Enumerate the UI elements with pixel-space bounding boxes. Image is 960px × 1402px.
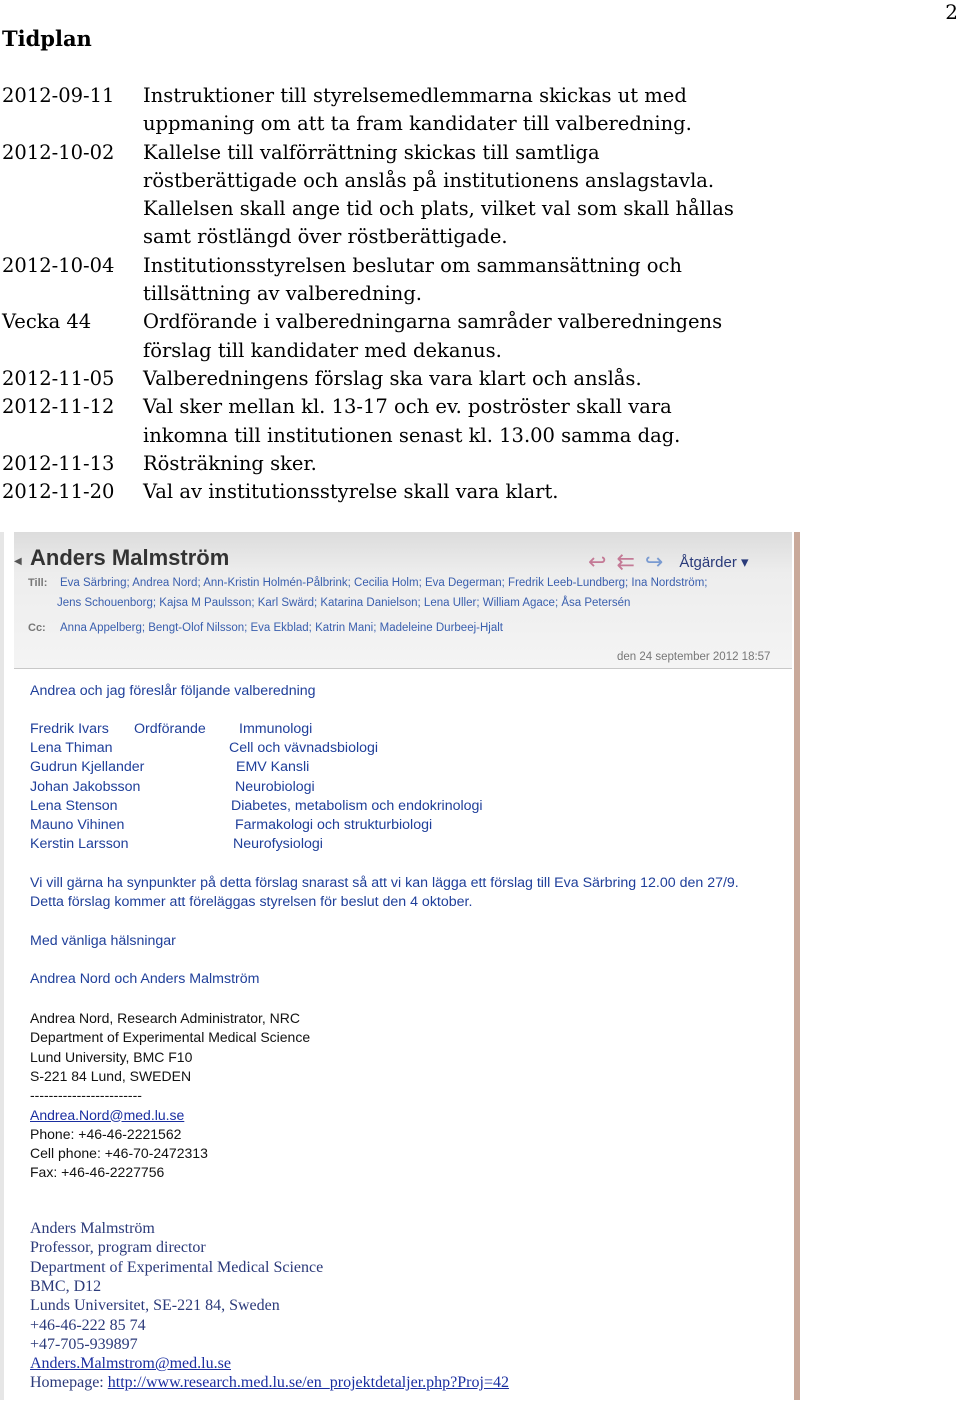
cc-recipients[interactable]: Anna Appelberg; Bengt-Olof Nilsson; Eva Ekblad; Katrin Mani; Madeleine Durbeej-Hjalt xyxy=(60,622,503,634)
member-area: Neurobiologi xyxy=(235,778,315,795)
schedule-row xyxy=(2,478,922,506)
schedule-date: 2012-11-13 xyxy=(2,451,115,475)
email-intro: Andrea och jag föreslår följande valberedning xyxy=(30,683,316,699)
email-link[interactable]: Anders.Malmstrom@med.lu.se xyxy=(30,1355,231,1373)
schedule-description: förslag till kandidater med dekanus. xyxy=(143,338,502,362)
schedule-row xyxy=(2,422,922,450)
schedule-row xyxy=(2,223,922,251)
collapse-triangle-icon[interactable]: ◀ xyxy=(14,556,22,567)
sender-name: Anders Malmström xyxy=(30,545,230,570)
email-screenshot xyxy=(0,532,800,1400)
member-area: EMV Kansli xyxy=(236,759,310,776)
schedule-row xyxy=(2,393,922,421)
signature-line: Andrea Nord, Research Administrator, NRC xyxy=(30,1010,300,1026)
actions-menu-button[interactable]: Åtgärder ▾ xyxy=(679,554,749,571)
schedule xyxy=(2,82,922,506)
schedule-date xyxy=(2,110,143,138)
schedule-date xyxy=(2,195,143,223)
signature-contact: Fax: +46-46-2227756 xyxy=(30,1164,165,1181)
schedule-date xyxy=(2,223,143,251)
signature-email xyxy=(30,1107,184,1123)
schedule-date: 2012-11-20 xyxy=(2,480,115,504)
member-name: Johan Jakobsson xyxy=(30,778,141,795)
member-area: Cell och vävnadsbiologi xyxy=(229,740,379,757)
schedule-description: Val sker mellan kl. 13-17 och ev. poströster skall vara xyxy=(143,395,672,419)
schedule-date: 2012-10-02 xyxy=(2,140,115,164)
page-title: Tidplan xyxy=(2,26,92,51)
schedule-description: uppmaning om att ta fram kandidater till valberedning. xyxy=(143,112,692,136)
schedule-description: Kallelsen skall ange tid och plats, vilket val som skall hållas xyxy=(143,197,734,221)
schedule-row xyxy=(2,280,922,308)
schedule-date: Vecka 44 xyxy=(2,310,92,334)
schedule-description: Ordförande i valberedningarna samråder valberedningens xyxy=(143,310,723,334)
window-edge xyxy=(0,532,4,1400)
signature-line: BMC, D12 xyxy=(30,1277,102,1295)
signature-line: Anders Malmström xyxy=(30,1220,155,1237)
sent-date: den 24 september 2012 18:57 xyxy=(617,651,771,663)
schedule-row xyxy=(2,110,922,138)
to-recipients-line-1[interactable]: Eva Särbring; Andrea Nord; Ann-Kristin Holmén-Pålbrink; Cecilia Holm; Eva Degerman; Fredrik Leeb-Lundberg; Ina Nordström; xyxy=(60,577,708,589)
reply-all-icon[interactable]: ⇇ xyxy=(616,549,635,574)
member-role: Ordförande xyxy=(134,721,206,737)
cc-label: Cc: xyxy=(28,622,46,634)
request-line-1: Vi vill gärna ha synpunkter på detta förslag snarast så att vi kan lägga ett förslag till Eva Särbring 12.00 den 27/9. xyxy=(30,875,739,891)
homepage xyxy=(30,1374,509,1392)
reply-icon[interactable]: ↩ xyxy=(588,549,607,574)
member-area: Farmakologi och strukturbiologi xyxy=(235,817,433,833)
signature-email xyxy=(30,1355,231,1373)
schedule-date: 2012-09-11 xyxy=(2,84,115,107)
schedule-description: Val av institutionsstyrelse skall vara klart. xyxy=(143,480,559,504)
signature-line: S-221 84 Lund, SWEDEN xyxy=(30,1067,192,1084)
schedule-row xyxy=(2,308,922,336)
member-area: Diabetes, metabolism och endokrinologi xyxy=(231,797,483,814)
schedule-date: 2012-10-04 xyxy=(2,253,115,277)
signature-line: Professor, program director xyxy=(30,1239,206,1257)
member-name: Lena Thiman xyxy=(30,740,113,757)
schedule-date xyxy=(2,337,143,365)
background-strip xyxy=(794,532,800,1400)
schedule-description: inkomna till institutionen senast kl. 13.00 samma dag. xyxy=(143,423,681,447)
signature-line: Lund University, BMC F10 xyxy=(30,1048,193,1065)
to-label: Till: xyxy=(28,577,48,589)
homepage-label: Homepage: xyxy=(30,1374,108,1392)
schedule-date xyxy=(2,422,143,450)
member-name: Kerstin Larsson xyxy=(30,836,129,853)
to-recipients-line-2[interactable]: Jens Schouenborg; Kajsa M Paulsson; Karl Swärd; Katarina Danielson; Lena Uller; William Agace; Åsa Petersén xyxy=(57,597,631,609)
schedule-row xyxy=(2,252,922,280)
signature-contact: Phone: +46-46-2221562 xyxy=(30,1125,182,1142)
signature-line: Department of Experimental Medical Science xyxy=(30,1029,311,1046)
signature-line: Lunds Universitet, SE-221 84, Sweden xyxy=(30,1297,280,1315)
signature-line: Department of Experimental Medical Science xyxy=(30,1258,324,1276)
signature-contact: Cell phone: +46-70-2472313 xyxy=(30,1145,208,1162)
member-name: Mauno Vihinen xyxy=(30,817,125,833)
member-area: Immunologi xyxy=(239,721,313,737)
schedule-date: 2012-11-12 xyxy=(2,395,115,419)
email-toolbar xyxy=(588,549,749,575)
schedule-date xyxy=(2,280,143,308)
schedule-row xyxy=(2,365,922,393)
schedule-description: samt röstlängd över röstberättigade. xyxy=(143,225,508,249)
schedule-row xyxy=(2,139,922,167)
greeting: Med vänliga hälsningar xyxy=(30,933,176,949)
signature-line: +46-46-222 85 74 xyxy=(30,1316,146,1334)
schedule-description: Institutionsstyrelsen beslutar om sammansättning och xyxy=(143,253,682,277)
schedule-description: Instruktioner till styrelsemedlemmarna skickas ut med xyxy=(143,84,687,107)
email-link[interactable]: Andrea.Nord@med.lu.se xyxy=(30,1106,185,1123)
schedule-row xyxy=(2,167,922,195)
signature-line: +47-705-939897 xyxy=(30,1335,138,1353)
schedule-row xyxy=(2,82,922,110)
member-name: Gudrun Kjellander xyxy=(30,759,145,776)
schedule-description: Rösträkning sker. xyxy=(143,451,317,475)
schedule-date: 2012-11-05 xyxy=(2,366,115,390)
request-line-2: Detta förslag kommer att föreläggas styrelsen för beslut den 4 oktober. xyxy=(30,894,473,910)
member-name: Lena Stenson xyxy=(30,797,118,814)
signers: Andrea Nord och Anders Malmström xyxy=(30,971,260,987)
schedule-description: röstberättigade och anslås på institutionens anslagstavla. xyxy=(143,168,715,192)
schedule-date xyxy=(2,167,143,195)
schedule-row xyxy=(2,195,922,223)
schedule-row xyxy=(2,450,922,478)
page-number: 2 xyxy=(945,0,958,24)
forward-icon[interactable]: ↪ xyxy=(644,549,664,574)
schedule-description: Kallelse till valförrättning skickas till samtliga xyxy=(143,140,600,164)
member-area: Neurofysiologi xyxy=(233,836,323,853)
schedule-description: Valberedningens förslag ska vara klart och anslås. xyxy=(143,366,642,390)
member-name: Fredrik Ivars xyxy=(30,721,109,737)
schedule-description: tillsättning av valberedning. xyxy=(143,282,423,306)
signature-line: ------------------------ xyxy=(30,1087,142,1104)
homepage-link[interactable]: http://www.research.med.lu.se/en_projektdetaljer.php?Proj=42 xyxy=(107,1374,509,1392)
schedule-row xyxy=(2,337,922,365)
